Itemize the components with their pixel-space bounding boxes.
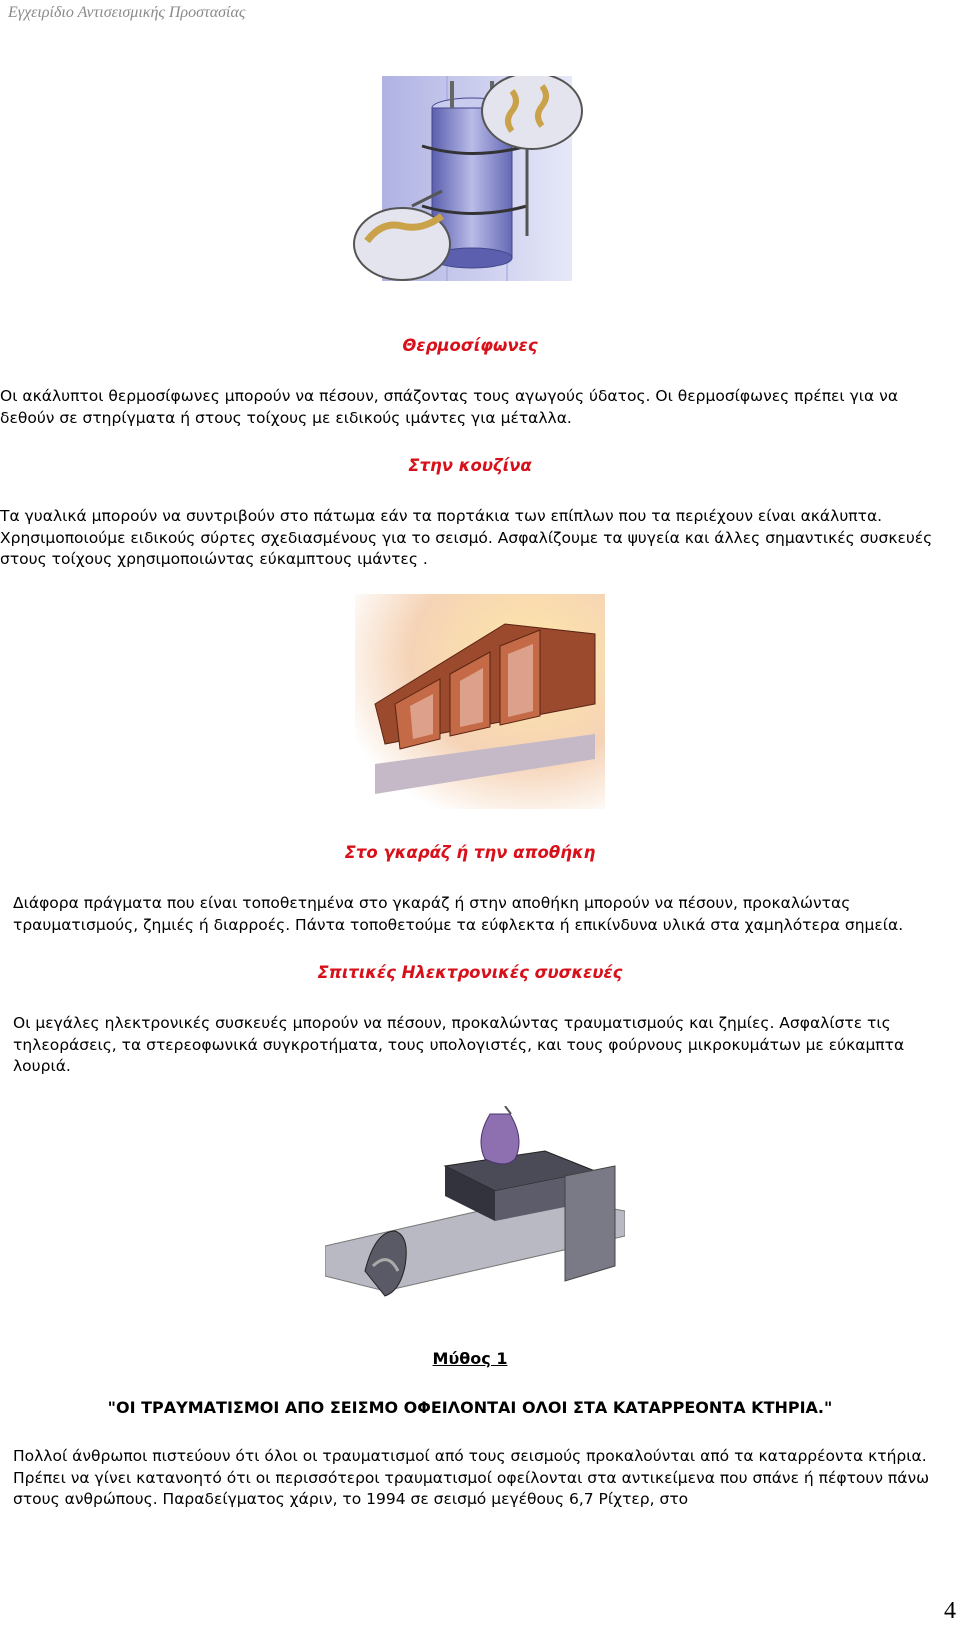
section-title-garage: Στο γκαράζ ή την αποθήκη [344, 843, 596, 862]
paragraph-garage: Διάφορα πράγματα που είναι τοποθετημένα στο γκαράζ ή στην αποθήκη μπορούν να πέσουν, προκαλώντας τραυματισμούς, ζημιές ή διαρροές. Πάντα τοποθετούμε τα εύφλεκτα ή επικίνδυνα υλικά στα χαμηλότερα σημεία. [13, 894, 904, 934]
water-heater-illustration [352, 76, 602, 286]
page-number: 4 [944, 1598, 956, 1624]
kitchen-cabinet-illustration [355, 594, 605, 809]
myth-quote: "ΟΙ ΤΡΑΥΜΑΤΙΣΜΟΙ ΑΠΟ ΣΕΙΣΜΟ ΟΦΕΙΛΟΝΤΑΙ ΟΛΟΙ ΣΤΑ ΚΑΤΑΡΡΕΟΝΤΑ ΚΤΗΡΙΑ." [107, 1398, 833, 1417]
paragraph-water-heaters: Οι ακάλυπτοι θερμοσίφωνες μπορούν να πέσουν, σπάζοντας τους αγωγούς ύδατος. Οι θερμοσίφωνες πρέπει για να δεθούν σε στηρίγματα ή στους τοίχους με ειδικούς ιμάντες για μέταλλα. [0, 387, 899, 427]
paragraph-myth: Πολλοί άνθρωποι πιστεύουν ότι όλοι οι τραυματισμοί από τους σεισμούς προκαλούνται από τα καταρρέοντα κτήρια. Πρέπει να γίνει κατανοητό ότι οι περισσότεροι τραυματισμοί οφείλονται στα αντικείμενα που σπάνε ή πέφτουν πάνω στους ανθρώπους. Παραδείγματος χάριν, το 1994 σε σεισμό μεγέθους 6,7 Ρίχτερ, στο [13, 1447, 930, 1508]
section-title-water-heaters: Θερμοσίφωνες [402, 336, 538, 355]
section-title-electronics: Σπιτικές Ηλεκτρονικές συσκευές [317, 963, 623, 982]
paragraph-electronics: Οι μεγάλες ηλεκτρονικές συσκευές μπορούν να πέσουν, προκαλώντας τραυματισμούς και ζημίες. Ασφαλίστε τις τηλεοράσεις, τα στερεοφωνικά συγκροτήματα, τους υπολογιστές, και τους φούρνους μικροκυμάτων με εύκαμπτα λουριά. [13, 1014, 905, 1075]
section-title-kitchen: Στην κουζίνα [408, 456, 532, 475]
paragraph-kitchen: Τα γυαλικά μπορούν να συντριβούν στο πάτωμα εάν τα πορτάκια των επίπλων που τα περιέχουν είναι ακάλυπτα. Χρησιμοποιούμε ειδικούς σύρτες σχεδιασμένους για το σεισμό. Ασφαλίζουμε τα ψυγεία και άλλες σημαντικές συσκευές στους τοίχους χρησιμοποιώντας εύκαμπτους ιμάντες . [0, 507, 933, 568]
running-header: Εγχειρίδιο Αντισεισμικής Προστασίας [8, 4, 246, 21]
electronics-strap-illustration [325, 1106, 625, 1311]
myth-title: Μύθος 1 [432, 1349, 508, 1368]
